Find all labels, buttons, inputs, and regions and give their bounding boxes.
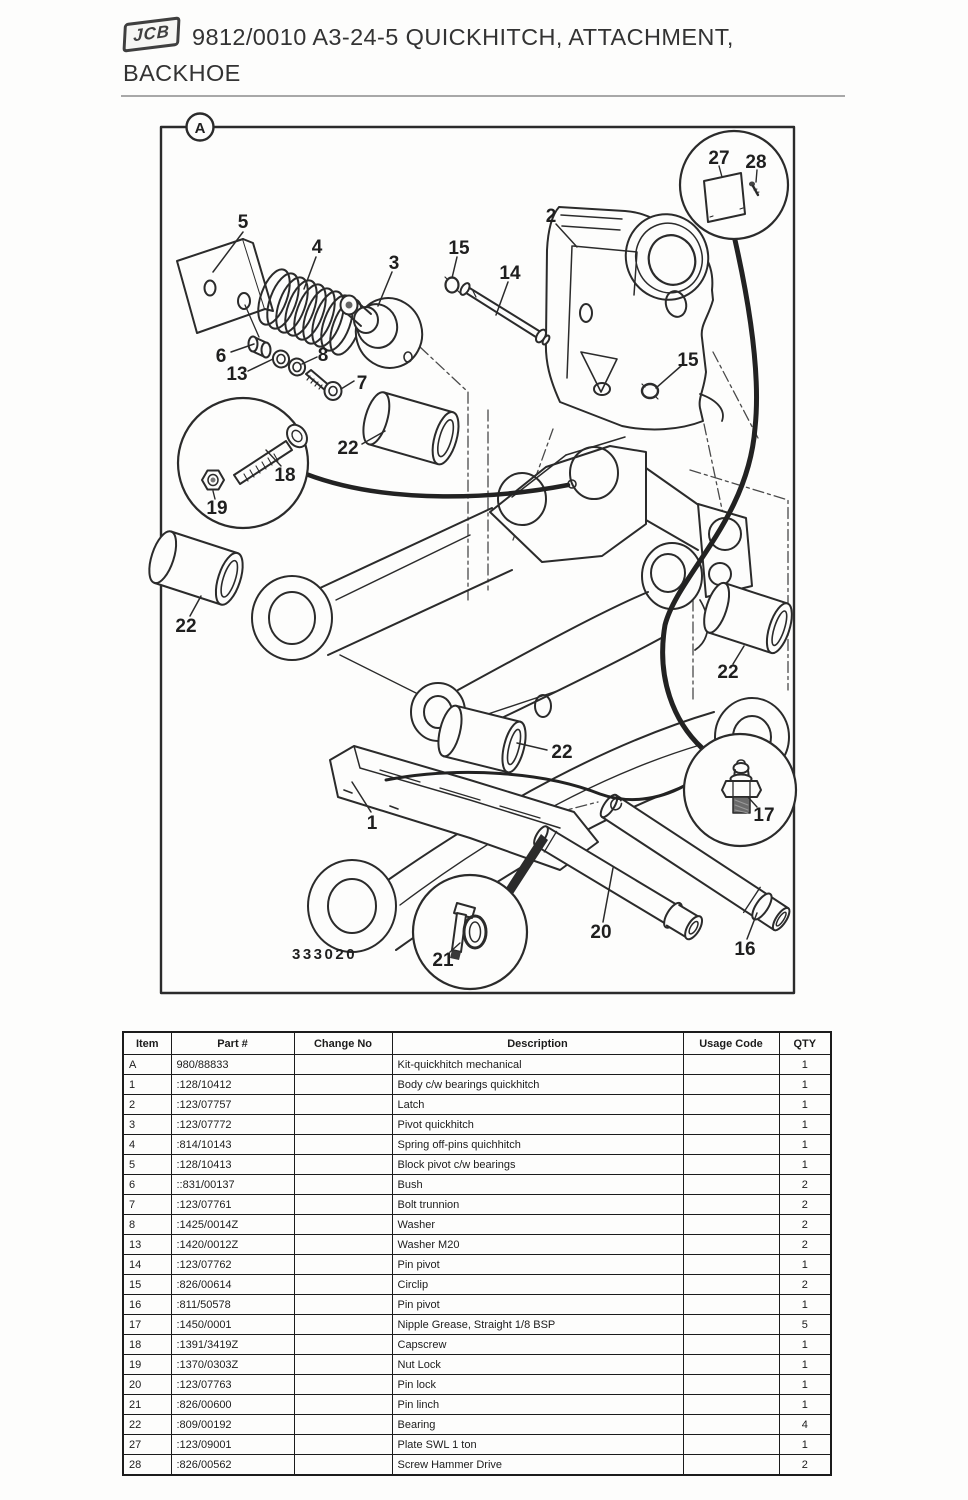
cell-description: Pin linch <box>392 1395 683 1415</box>
cell-qty: 1 <box>779 1375 831 1395</box>
cell-description: Bush <box>392 1175 683 1195</box>
cell-description: Plate SWL 1 ton <box>392 1435 683 1455</box>
cell-qty: 2 <box>779 1235 831 1255</box>
cell-usage-code <box>683 1435 779 1455</box>
cell-item: 6 <box>123 1175 171 1195</box>
cell-qty: 1 <box>779 1115 831 1135</box>
cell-usage-code <box>683 1255 779 1275</box>
cell-part-number: :128/10413 <box>171 1155 294 1175</box>
cell-part-number: :123/07772 <box>171 1115 294 1135</box>
cell-qty: 4 <box>779 1415 831 1435</box>
cell-usage-code <box>683 1395 779 1415</box>
cell-usage-code <box>683 1315 779 1335</box>
table-row <box>123 1455 831 1476</box>
detail-circle-17 <box>684 734 796 846</box>
cell-part-number: :128/10412 <box>171 1075 294 1095</box>
cell-usage-code <box>683 1235 779 1255</box>
bearing-22-right-drawing <box>699 580 797 656</box>
callout-28: 28 <box>745 152 767 173</box>
column-header-description: Description <box>392 1032 683 1055</box>
cell-change-no <box>294 1415 392 1435</box>
cell-change-no <box>294 1355 392 1375</box>
cell-change-no <box>294 1255 392 1275</box>
table-row <box>123 1155 831 1175</box>
cell-item: 18 <box>123 1335 171 1355</box>
cell-usage-code <box>683 1455 779 1476</box>
table-row <box>123 1195 831 1215</box>
callout-3: 3 <box>388 253 400 274</box>
table-row <box>123 1235 831 1255</box>
cell-change-no <box>294 1435 392 1455</box>
cell-item: 1 <box>123 1075 171 1095</box>
figure-number: 333020 <box>292 946 358 963</box>
bolt-7-drawing <box>306 370 342 400</box>
callout-8: 8 <box>317 345 329 366</box>
cell-usage-code <box>683 1155 779 1175</box>
cell-change-no <box>294 1395 392 1415</box>
table-row <box>123 1115 831 1135</box>
cell-item: 22 <box>123 1415 171 1435</box>
cell-usage-code <box>683 1215 779 1235</box>
callout-22d: 22 <box>717 662 739 683</box>
callout-22b: 22 <box>175 616 197 637</box>
cell-part-number: :809/00192 <box>171 1415 294 1435</box>
cell-item: 2 <box>123 1095 171 1115</box>
page-title: 9812/0010 A3-24-5 QUICKHITCH, ATTACHMENT, <box>192 24 734 50</box>
table-row <box>123 1355 831 1375</box>
callout-22c: 22 <box>551 742 573 763</box>
cell-qty: 2 <box>779 1175 831 1195</box>
table-row <box>123 1375 831 1395</box>
callout-19: 19 <box>206 498 228 519</box>
cell-change-no <box>294 1115 392 1135</box>
table-row <box>123 1315 831 1335</box>
cell-qty: 1 <box>779 1335 831 1355</box>
cell-qty: 1 <box>779 1395 831 1415</box>
cell-part-number: ::831/00137 <box>171 1175 294 1195</box>
cell-qty: 1 <box>779 1355 831 1375</box>
detail-circle-27-28 <box>680 131 788 239</box>
table-row <box>123 1255 831 1275</box>
cell-usage-code <box>683 1195 779 1215</box>
cell-description: Capscrew <box>392 1335 683 1355</box>
cell-change-no <box>294 1295 392 1315</box>
callout-6: 6 <box>215 346 227 367</box>
cell-part-number: :826/00562 <box>171 1455 294 1476</box>
cell-item: 4 <box>123 1135 171 1155</box>
cell-description: Kit-quickhitch mechanical <box>392 1055 683 1075</box>
cell-part-number: :123/07763 <box>171 1375 294 1395</box>
cell-qty: 1 <box>779 1095 831 1115</box>
cell-description: Bearing <box>392 1415 683 1435</box>
cell-change-no <box>294 1335 392 1355</box>
detail-circle-18-19 <box>178 398 311 528</box>
cell-part-number: :814/10143 <box>171 1135 294 1155</box>
cell-qty: 1 <box>779 1055 831 1075</box>
table-row <box>123 1215 831 1235</box>
cell-part-number: :1420/0012Z <box>171 1235 294 1255</box>
callout-2: 2 <box>545 206 557 227</box>
cell-description: Bolt trunnion <box>392 1195 683 1215</box>
callout-15a: 15 <box>448 238 470 259</box>
bearing-22-top-drawing <box>358 389 463 467</box>
cell-item: 15 <box>123 1275 171 1295</box>
callout-17: 17 <box>753 805 775 826</box>
callout-14: 14 <box>499 263 521 284</box>
table-row <box>123 1135 831 1155</box>
pivot-drawing <box>341 291 430 376</box>
cell-usage-code <box>683 1355 779 1375</box>
cell-change-no <box>294 1075 392 1095</box>
cell-part-number: :123/07757 <box>171 1095 294 1115</box>
cell-qty: 1 <box>779 1155 831 1175</box>
cell-qty: 1 <box>779 1435 831 1455</box>
table-row <box>123 1435 831 1455</box>
view-label: A <box>194 120 206 137</box>
parts-table <box>122 1031 832 1476</box>
cell-part-number: :811/50578 <box>171 1295 294 1315</box>
table-row <box>123 1075 831 1095</box>
cell-usage-code <box>683 1375 779 1395</box>
cell-qty: 2 <box>779 1455 831 1476</box>
cell-qty: 2 <box>779 1195 831 1215</box>
cell-usage-code <box>683 1095 779 1115</box>
cell-usage-code <box>683 1115 779 1135</box>
cell-item: 13 <box>123 1235 171 1255</box>
column-header-item: Item <box>123 1032 171 1055</box>
cell-part-number: :1450/0001 <box>171 1315 294 1335</box>
cell-part-number: :1425/0014Z <box>171 1215 294 1235</box>
cell-usage-code <box>683 1055 779 1075</box>
table-row <box>123 1275 831 1295</box>
cell-description: Pin pivot <box>392 1255 683 1275</box>
cell-item: 20 <box>123 1375 171 1395</box>
callout-21: 21 <box>432 950 454 971</box>
cell-usage-code <box>683 1335 779 1355</box>
cell-item: A <box>123 1055 171 1075</box>
cell-description: Pin pivot <box>392 1295 683 1315</box>
header-divider <box>121 95 845 97</box>
cell-change-no <box>294 1215 392 1235</box>
callout-27: 27 <box>708 148 730 169</box>
block-pivot-drawing <box>177 239 273 337</box>
jcb-logo-box <box>122 16 180 52</box>
circlip-15-left-drawing <box>445 277 460 293</box>
callout-20: 20 <box>590 922 612 943</box>
callout-15b: 15 <box>677 350 699 371</box>
cell-description: Pin lock <box>392 1375 683 1395</box>
jcb-logo-text: JCB <box>132 21 171 46</box>
cell-usage-code <box>683 1135 779 1155</box>
cell-change-no <box>294 1095 392 1115</box>
cell-change-no <box>294 1055 392 1075</box>
cell-qty: 1 <box>779 1135 831 1155</box>
cell-part-number: :123/07762 <box>171 1255 294 1275</box>
cell-item: 27 <box>123 1435 171 1455</box>
column-header-usage-code: Usage Code <box>683 1032 779 1055</box>
jcb-logo <box>121 17 181 53</box>
cell-description: Body c/w bearings quickhitch <box>392 1075 683 1095</box>
cell-change-no <box>294 1235 392 1255</box>
cell-item: 17 <box>123 1315 171 1335</box>
callout-22a: 22 <box>337 438 359 459</box>
cell-qty: 2 <box>779 1215 831 1235</box>
page-title-line2: BACKHOE <box>123 60 241 86</box>
cell-change-no <box>294 1175 392 1195</box>
table-row <box>123 1395 831 1415</box>
cell-change-no <box>294 1195 392 1215</box>
bearing-22-mid-drawing <box>434 703 530 774</box>
cell-change-no <box>294 1155 392 1175</box>
cell-change-no <box>294 1315 392 1335</box>
callout-4: 4 <box>311 237 323 258</box>
table-row <box>123 1295 831 1315</box>
table-header-row <box>123 1032 831 1055</box>
cell-description: Block pivot c/w bearings <box>392 1155 683 1175</box>
cell-description: Washer <box>392 1215 683 1235</box>
column-header-change-no: Change No <box>294 1032 392 1055</box>
cell-qty: 5 <box>779 1315 831 1335</box>
cell-part-number: 980/88833 <box>171 1055 294 1075</box>
table-row <box>123 1175 831 1195</box>
bush-6-drawing <box>249 337 271 358</box>
cell-item: 3 <box>123 1115 171 1135</box>
cell-change-no <box>294 1275 392 1295</box>
latch-drawing <box>546 203 723 430</box>
cell-part-number: :1391/3419Z <box>171 1335 294 1355</box>
cell-description: Washer M20 <box>392 1235 683 1255</box>
cell-description: Circlip <box>392 1275 683 1295</box>
cell-item: 21 <box>123 1395 171 1415</box>
cell-part-number: :1370/0303Z <box>171 1355 294 1375</box>
column-header-qty: QTY <box>779 1032 831 1055</box>
cell-item: 16 <box>123 1295 171 1315</box>
cell-usage-code <box>683 1275 779 1295</box>
cell-item: 14 <box>123 1255 171 1275</box>
cell-item: 19 <box>123 1355 171 1375</box>
cell-description: Screw Hammer Drive <box>392 1455 683 1476</box>
cell-item: 7 <box>123 1195 171 1215</box>
cell-change-no <box>294 1455 392 1476</box>
callout-5: 5 <box>237 212 249 233</box>
cell-description: Nut Lock <box>392 1355 683 1375</box>
cell-change-no <box>294 1375 392 1395</box>
callout-18: 18 <box>274 465 296 486</box>
cell-qty: 1 <box>779 1295 831 1315</box>
detail-circle-21 <box>413 875 527 989</box>
cell-item: 8 <box>123 1215 171 1235</box>
cell-qty: 1 <box>779 1075 831 1095</box>
cell-item: 28 <box>123 1455 171 1476</box>
cell-part-number: :826/00600 <box>171 1395 294 1415</box>
cell-qty: 1 <box>779 1255 831 1275</box>
bearing-22-left-drawing <box>144 528 248 608</box>
cell-description: Latch <box>392 1095 683 1115</box>
column-header-part: Part # <box>171 1032 294 1055</box>
cell-usage-code <box>683 1175 779 1195</box>
cell-usage-code <box>683 1075 779 1095</box>
table-row <box>123 1095 831 1115</box>
callout-7: 7 <box>356 373 368 394</box>
cell-usage-code <box>683 1415 779 1435</box>
callout-13: 13 <box>226 364 248 385</box>
cell-part-number: :826/00614 <box>171 1275 294 1295</box>
table-row <box>123 1055 831 1075</box>
cell-qty: 2 <box>779 1275 831 1295</box>
cell-description: Nipple Grease, Straight 1/8 BSP <box>392 1315 683 1335</box>
cell-part-number: :123/07761 <box>171 1195 294 1215</box>
callout-16: 16 <box>734 939 756 960</box>
cell-description: Pivot quickhitch <box>392 1115 683 1135</box>
table-row <box>123 1415 831 1435</box>
cell-usage-code <box>683 1295 779 1315</box>
callout-1: 1 <box>366 813 378 834</box>
table-row <box>123 1335 831 1355</box>
parts-diagram <box>0 110 968 1035</box>
cell-part-number: :123/09001 <box>171 1435 294 1455</box>
cell-item: 5 <box>123 1155 171 1175</box>
cell-description: Spring off-pins quichhitch <box>392 1135 683 1155</box>
cell-change-no <box>294 1135 392 1155</box>
